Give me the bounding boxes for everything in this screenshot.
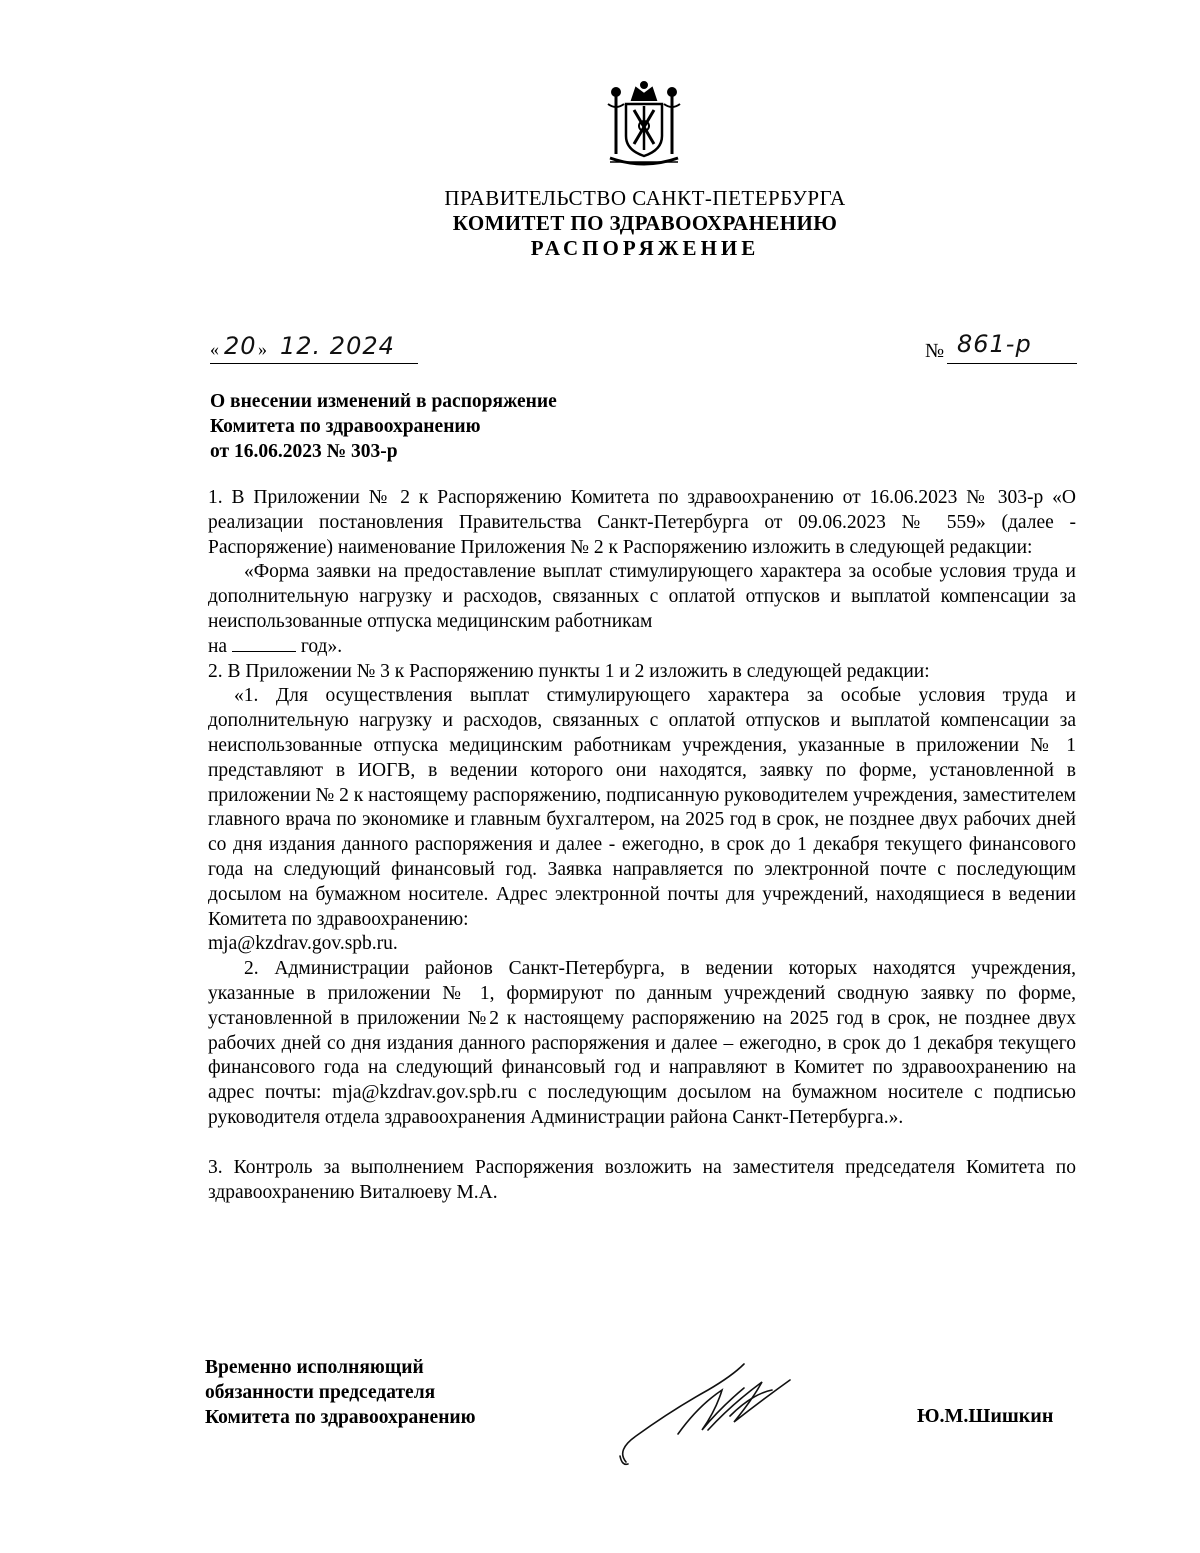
quote-end-b: год». bbox=[300, 635, 343, 657]
coat-of-arms-icon bbox=[598, 78, 690, 170]
date-day: 20 bbox=[224, 332, 257, 360]
date-month-year: 12. 2024 bbox=[280, 332, 395, 360]
subject-line: от 16.06.2023 № 303-р bbox=[210, 441, 398, 462]
number-value-line bbox=[947, 330, 1077, 364]
signer-position bbox=[205, 1355, 476, 1430]
paragraph-2-item-1: «1. Для осуществления выплат стимулирующего характера за особые условия труда и дополнительную нагрузку и расходов, связанных с оплатой отпусков и выплатой компенсации за неиспользованные отпуска медицинским работникам учреждения, указанные в приложении № 1 представляют в ИОГВ, в ведении которого они находятся, заявку по форме, установленной в приложении № 2 к настоящему распоряжению, подписанную руководителем учреждения, заместителем главного врача по экономике и главным бухгалтером, на 2025 год в срок, не позднее двух рабочих дней со дня издания данного распоряжения и далее - ежегодно, в срок до 1 декабря текущего финансового года на следующий финансовый год. Заявка направляется по электронной почте с последующим досылом на бумажном носителе. Адрес электронной почты для учреждений, находящиеся в ведении Комитета по здравоохранению: bbox=[208, 685, 1076, 930]
number-sign: № bbox=[925, 340, 945, 362]
paragraph-2-item-2: 2. Администрации районов Санкт-Петербурга, в ведении которых находятся учреждения, указанные в приложении № 1, формируют по данным учреждений сводную заявку по форме, установленной в приложении №2 к настоящему распоряжению на 2025 год в срок, не позднее двух рабочих дней со дня издания данного распоряжения и далее – ежегодно, в срок до 1 декабря текущего финансового года на следующий финансовый год и направляют в Комитет по здравоохранению на адрес почты: mja@kzdrav.gov.spb.ru с последующим досылом на бумажном носителе с подписью руководителя отдела здравоохранения Администрации района Санкт-Петербурга.». bbox=[208, 958, 1076, 1128]
signer-name: Ю.М.Шишкин bbox=[917, 1405, 1054, 1427]
signer-line: Комитета по здравоохранению bbox=[205, 1407, 476, 1428]
quote-end-a: на bbox=[208, 635, 228, 657]
paragraph-1-quote: «Форма заявки на предоставление выплат стимулирующего характера за особые условия труда и дополнительную нагрузку и расходов, связанных с оплатой отпусков и выплатой компенсации за неиспользованные отпуска медицинским работникам bbox=[208, 561, 1076, 632]
paragraph-1-quote-end bbox=[208, 635, 1076, 660]
date-close-quote: » bbox=[258, 339, 267, 359]
paragraph-2: 2. В Приложении № 3 к Распоряжению пункты 1 и 2 изложить в следующей редакции: bbox=[208, 660, 930, 682]
document-number: 861-р bbox=[957, 330, 1032, 358]
signer-line: Временно исполняющий bbox=[205, 1357, 424, 1378]
paragraph-3: 3. Контроль за выполнением Распоряжения возложить на заместителя председателя Комитета по здравоохранению Виталюеву М.А. bbox=[208, 1156, 1076, 1203]
paragraph-2-item-1-email: mja@kzdrav.gov.spb.ru. bbox=[208, 933, 398, 955]
government-title: ПРАВИТЕЛЬСТВО САНКТ-ПЕТЕРБУРГА bbox=[444, 186, 846, 210]
document-subject bbox=[210, 389, 557, 464]
document-body bbox=[208, 486, 1076, 1205]
subject-line: Комитета по здравоохранению bbox=[210, 416, 481, 437]
signature-icon bbox=[612, 1350, 802, 1470]
year-blank bbox=[232, 637, 296, 652]
subject-line: О внесении изменений в распоряжение bbox=[210, 391, 557, 412]
doc-type-title: РАСПОРЯЖЕНИЕ bbox=[530, 236, 760, 260]
paragraph-1: 1. В Приложении № 2 к Распоряжению Комитета по здравоохранению от 16.06.2023 № 303-р «О реализации постановления Правительства Санкт-Петербурга от 09.06.2023 № 559» (далее - Распоряжение) наименование Приложения № 2 к Распоряжению изложить в следующей редакции: bbox=[208, 487, 1076, 558]
date-open-quote: « bbox=[210, 339, 219, 359]
document-number-field bbox=[925, 330, 1077, 363]
signer-line: обязанности председателя bbox=[205, 1382, 436, 1403]
date-field bbox=[210, 333, 418, 364]
committee-title: КОМИТЕТ ПО ЗДРАВООХРАНЕНИЮ bbox=[452, 211, 838, 235]
